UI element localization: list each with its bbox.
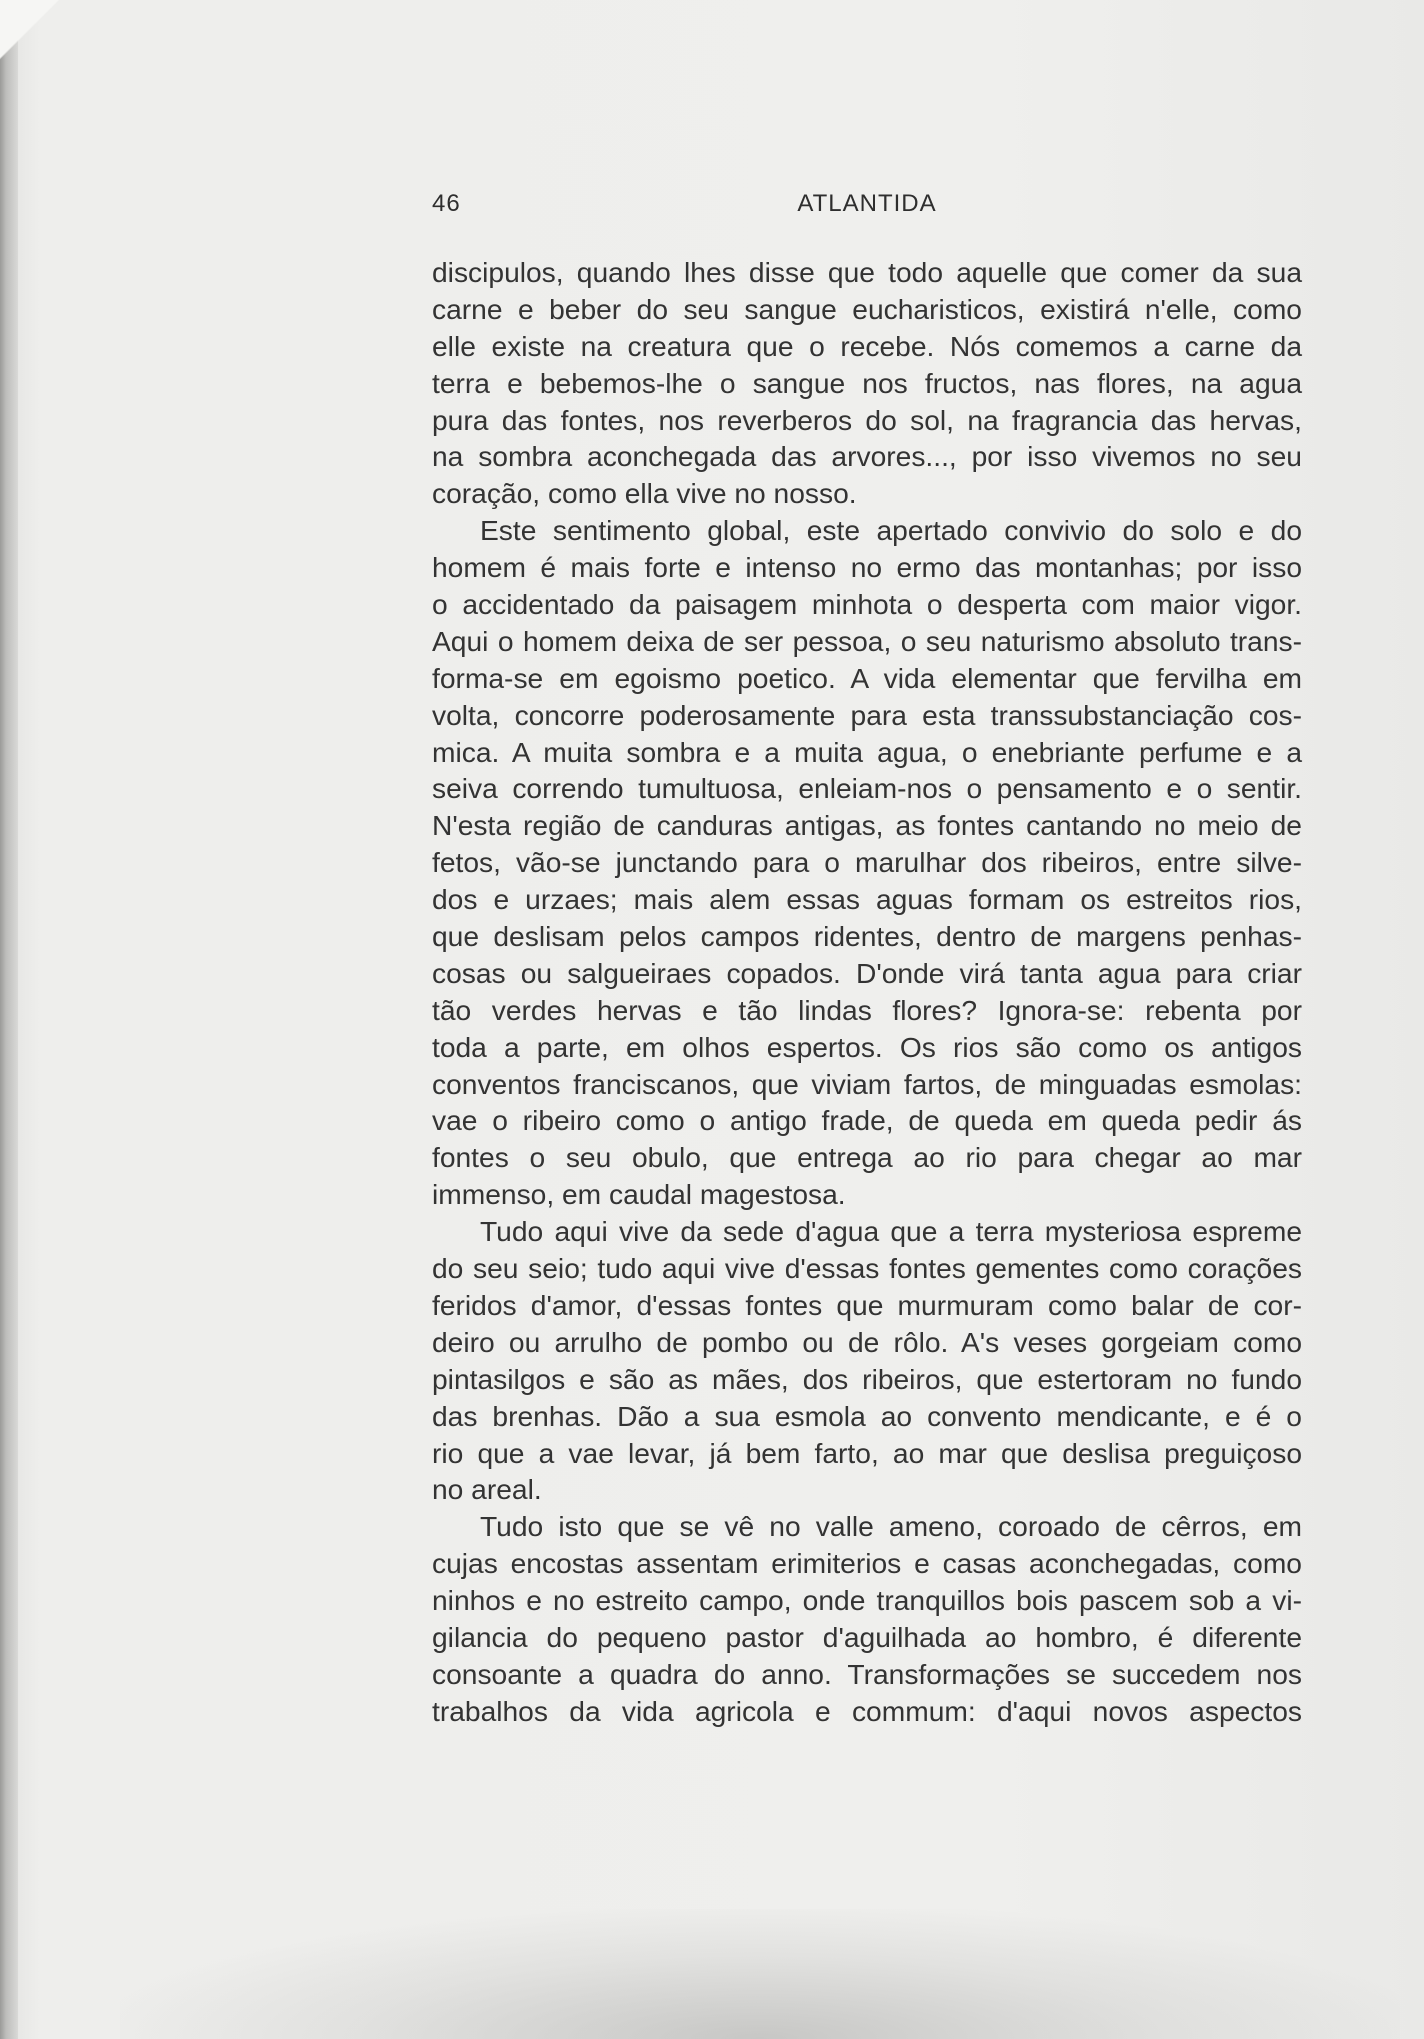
text-line: na sombra aconchegada das arvores..., por isso vivemos no seu bbox=[432, 440, 1302, 473]
text-line: seiva correndo tumultuosa, enleiam-nos o pensamento e o sentir. bbox=[432, 772, 1302, 805]
text-line: elle existe na creatura que o recebe. Nós comemos a carne da bbox=[432, 329, 1302, 362]
text-line: mica. A muita sombra e a muita agua, o enebriante perfume e a bbox=[432, 735, 1302, 768]
text-line: consoante a quadra do anno. Transformações se succedem nos bbox=[432, 1657, 1302, 1690]
text-line: Tudo isto que se vê no valle ameno, coroado de cêrros, em bbox=[480, 1510, 1302, 1543]
text-line: conventos franciscanos, que viviam fartos, de minguadas esmolas: bbox=[432, 1067, 1302, 1100]
paper-stain bbox=[120, 1909, 1400, 2039]
text-line: gilancia do pequeno pastor d'aguilhada ao hombro, é diferente bbox=[432, 1620, 1302, 1653]
text-line: que deslisam pelos campos ridentes, dentro de margens penhas- bbox=[432, 920, 1302, 953]
text-line: dos e urzaes; mais alem essas aguas formam os estreitos rios, bbox=[432, 883, 1302, 916]
text-line: discipulos, quando lhes disse que todo aquelle que comer da sua bbox=[432, 256, 1302, 288]
text-line: toda a parte, em olhos espertos. Os rios são como os antigos bbox=[432, 1030, 1302, 1063]
text-line: fetos, vão-se junctando para o marulhar dos ribeiros, entre silve- bbox=[432, 846, 1302, 879]
text-line: vae o ribeiro como o antigo frade, de queda em queda pedir ás bbox=[432, 1104, 1302, 1137]
running-head bbox=[432, 190, 1302, 226]
text-line: feridos d'amor, d'essas fontes que murmuram como balar de cor- bbox=[432, 1288, 1302, 1321]
body-text bbox=[432, 254, 1302, 1730]
text-line: N'esta região de canduras antigas, as fontes cantando no meio de bbox=[432, 809, 1302, 842]
text-line: cosas ou salgueiraes copados. D'onde virá tanta agua para criar bbox=[432, 956, 1302, 989]
text-line: no areal. bbox=[432, 1473, 542, 1506]
corner-fold bbox=[0, 0, 60, 60]
text-line: pura das fontes, nos reverberos do sol, na fragrancia das hervas, bbox=[432, 403, 1302, 436]
page-number: 46 bbox=[432, 190, 461, 217]
running-title: ATLANTIDA bbox=[797, 190, 937, 217]
text-line: terra e bebemos-lhe o sangue nos fructos, nas flores, na agua bbox=[432, 366, 1302, 399]
text-line: cujas encostas assentam erimiterios e casas aconchegadas, como bbox=[432, 1547, 1302, 1580]
text-line: carne e beber do seu sangue eucharisticos, existirá n'elle, como bbox=[432, 292, 1302, 325]
text-line: Aqui o homem deixa de ser pessoa, o seu naturismo absoluto trans- bbox=[432, 624, 1302, 657]
text-line: homem é mais forte e intenso no ermo das montanhas; por isso bbox=[432, 551, 1302, 584]
text-line: fontes o seu obulo, que entrega ao rio para chegar ao mar bbox=[432, 1141, 1302, 1174]
text-line: immenso, em caudal magestosa. bbox=[432, 1178, 846, 1211]
text-line: tão verdes hervas e tão lindas flores? Ignora-se: rebenta por bbox=[432, 993, 1302, 1026]
text-line: forma-se em egoismo poetico. A vida elementar que fervilha em bbox=[432, 661, 1302, 694]
text-line: rio que a vae levar, já bem farto, ao mar que deslisa preguiçoso bbox=[432, 1436, 1302, 1469]
text-line: deiro ou arrulho de pombo ou de rôlo. A's veses gorgeiam como bbox=[432, 1325, 1302, 1358]
text-line: do seu seio; tudo aqui vive d'essas fontes gementes como corações bbox=[432, 1252, 1302, 1285]
binding-edge bbox=[0, 0, 18, 2039]
text-line: Tudo aqui vive da sede d'agua que a terra mysteriosa espreme bbox=[480, 1215, 1302, 1248]
text-line: Este sentimento global, este apertado convivio do solo e do bbox=[480, 514, 1302, 547]
text-line: volta, concorre poderosamente para esta transsubstanciação cos- bbox=[432, 698, 1302, 731]
text-line: pintasilgos e são as mães, dos ribeiros, que estertoram no fundo bbox=[432, 1362, 1302, 1395]
text-line: ninhos e no estreito campo, onde tranquillos bois pascem sob a vi- bbox=[432, 1584, 1302, 1617]
text-line: coração, como ella vive no nosso. bbox=[432, 477, 857, 510]
text-line: trabalhos da vida agricola e commum: d'aqui novos aspectos bbox=[432, 1694, 1302, 1727]
text-line: o accidentado da paisagem minhota o desperta com maior vigor. bbox=[432, 588, 1302, 621]
text-line: das brenhas. Dão a sua esmola ao convento mendicante, e é o bbox=[432, 1399, 1302, 1432]
